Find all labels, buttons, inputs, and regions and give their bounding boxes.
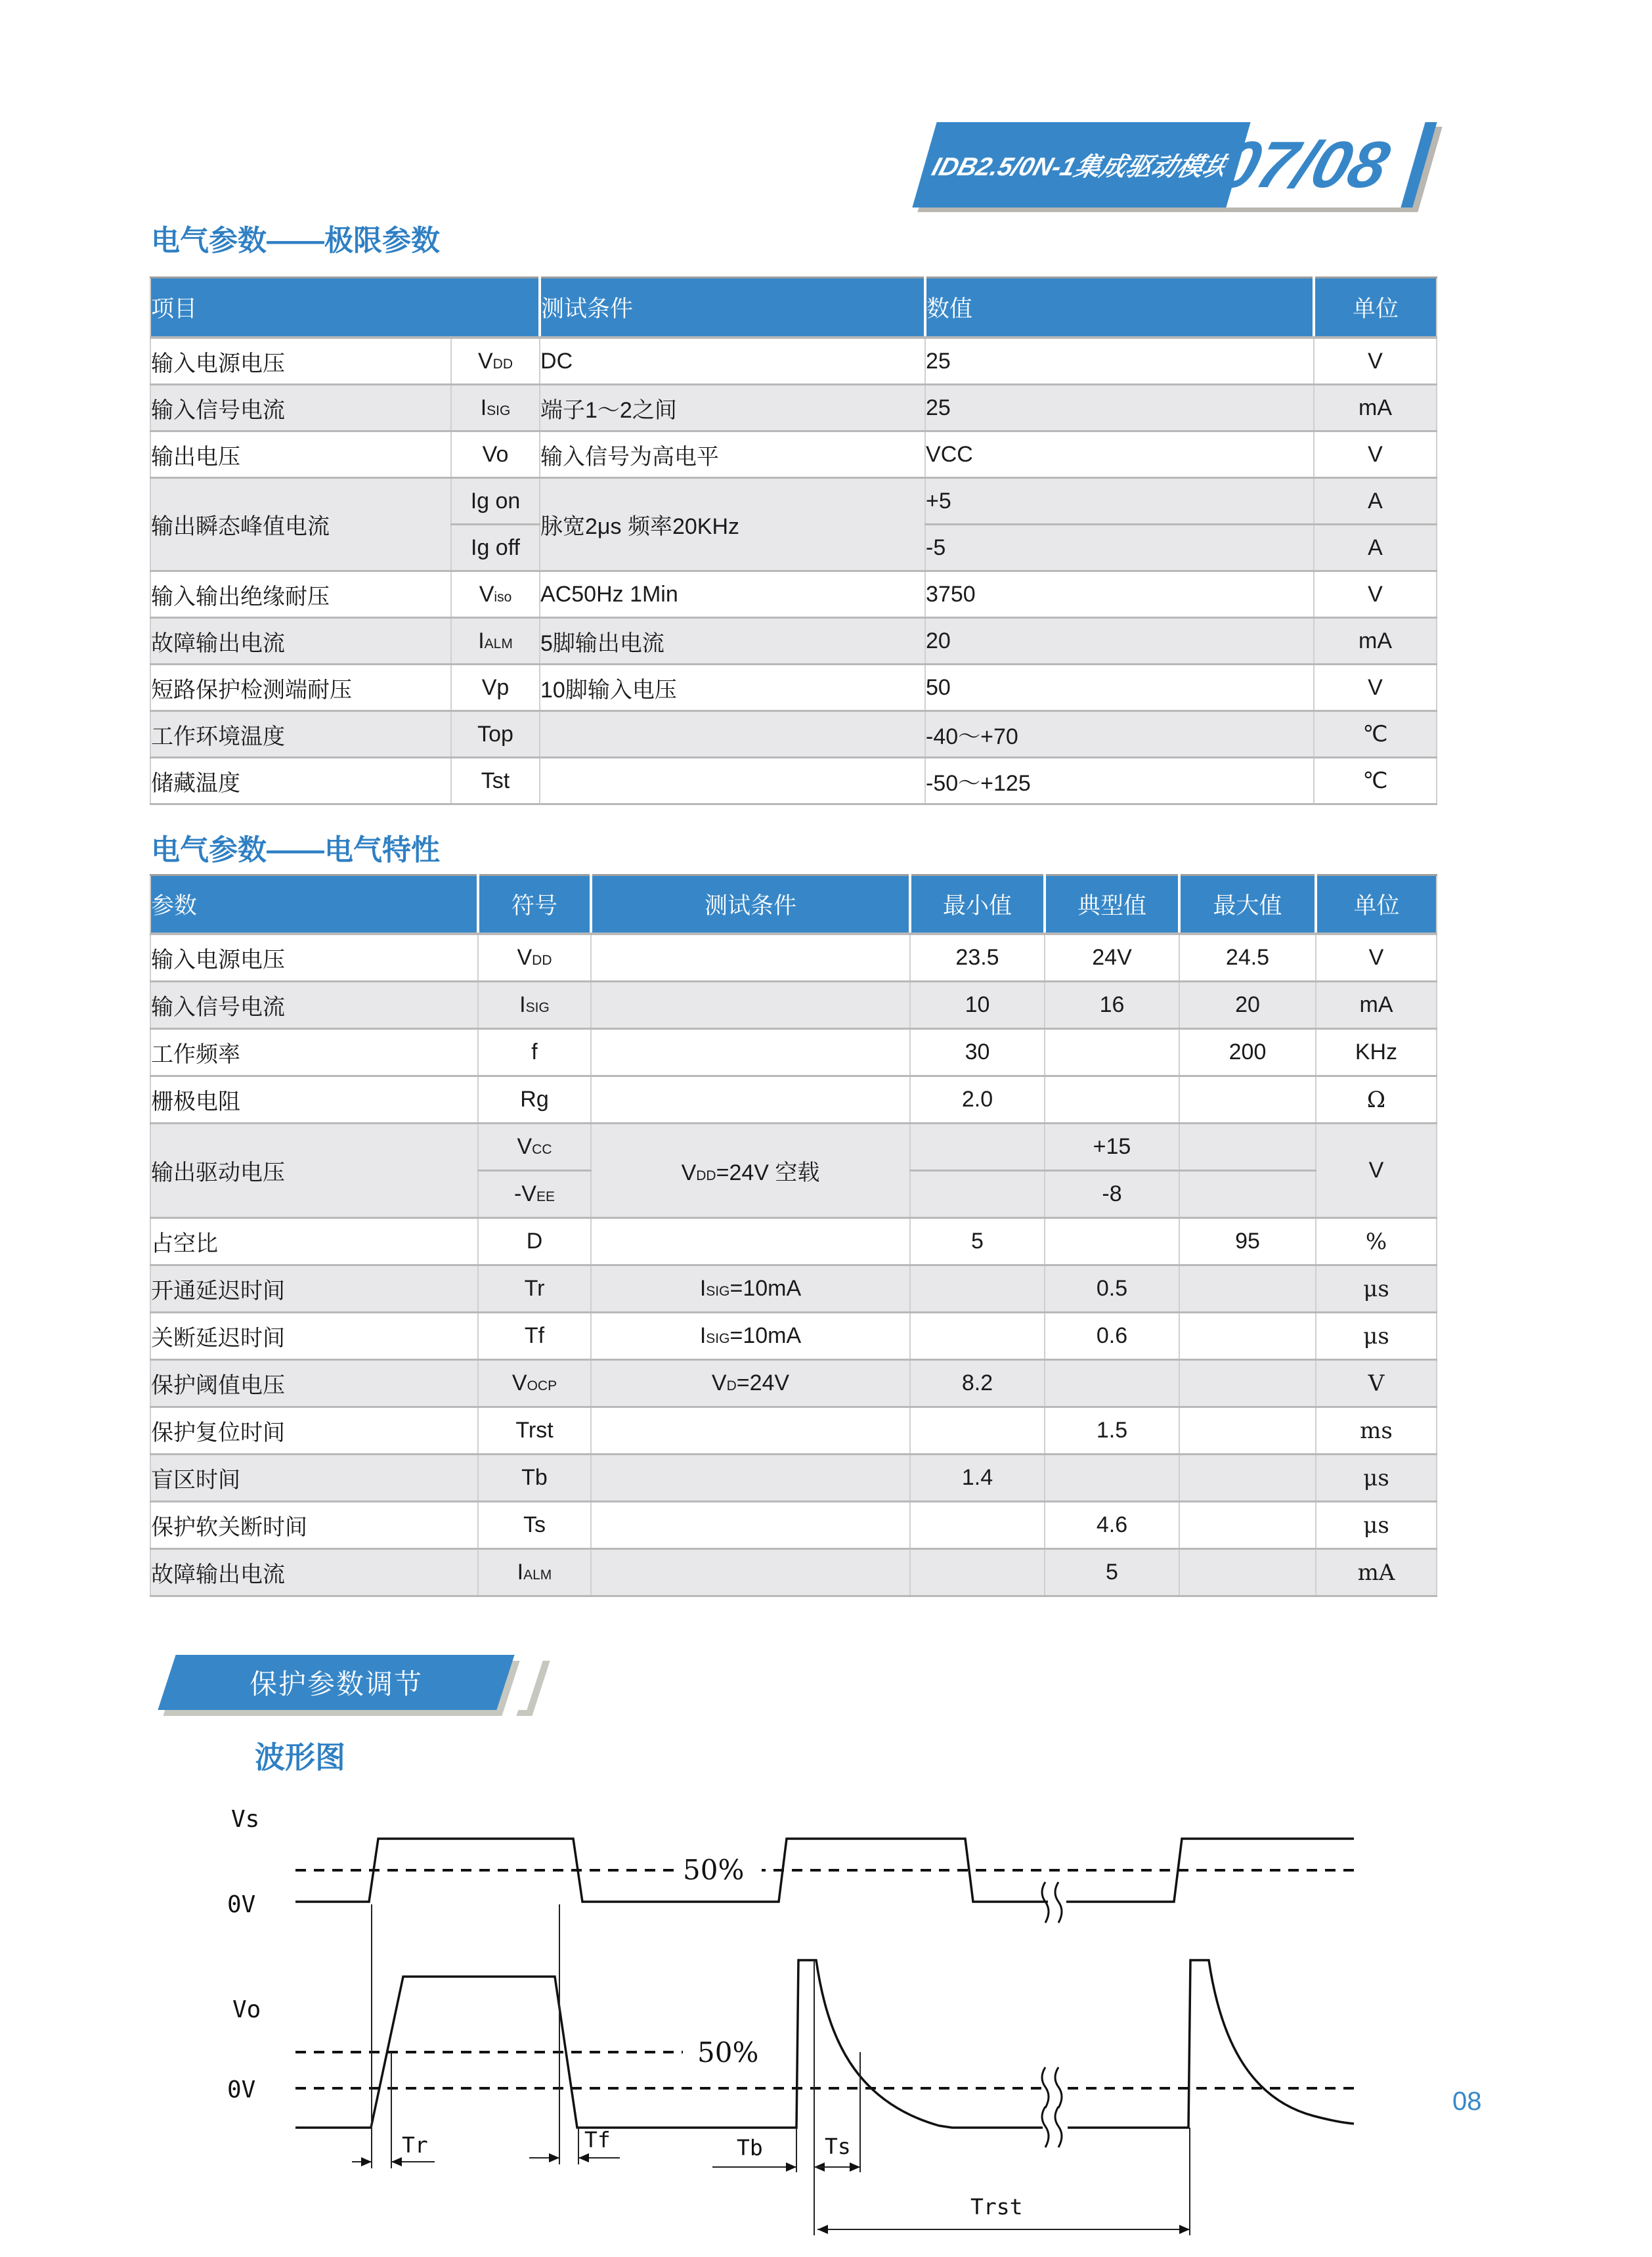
cell-param-name: 输出驱动电压 [150, 1124, 478, 1218]
cell-symbol: IALM [451, 618, 540, 665]
cell-condition [591, 1076, 910, 1124]
cell-min [910, 1171, 1045, 1218]
cell-condition: 输入信号为高电平 [540, 431, 925, 478]
cell-typ: 1.5 [1045, 1407, 1179, 1455]
cell-symbol: -VEE [478, 1171, 591, 1218]
ts-dim-label: Ts [825, 2134, 851, 2159]
cell-condition [591, 1502, 910, 1549]
cell-min: 8.2 [910, 1360, 1045, 1407]
cell-condition: DC [540, 338, 925, 385]
cell-symbol: ISIG [478, 982, 591, 1029]
cell-min: 23.5 [910, 934, 1045, 982]
cell-typ: 0.5 [1045, 1265, 1179, 1313]
cell-unit: mA [1316, 1549, 1437, 1596]
cell-symbol: VDD [451, 338, 540, 385]
cell-typ: 4.6 [1045, 1502, 1179, 1549]
header-banner [912, 122, 1437, 208]
cell-typ: 16 [1045, 982, 1179, 1029]
cell-max [1179, 1313, 1316, 1360]
waveform-diagram [197, 1773, 1379, 2246]
spec-header-row [150, 875, 1437, 934]
waveform-title: 波形图 [255, 1740, 345, 1774]
spec-header-unit: 单位 [1316, 875, 1437, 934]
cell-item-name: 短路保护检测端耐压 [150, 665, 451, 711]
cell-condition [591, 1029, 910, 1076]
cell-condition [591, 1455, 910, 1502]
cell-max [1179, 1360, 1316, 1407]
vo-axis-label: Vo [232, 1996, 261, 2023]
cell-symbol: Rg [478, 1076, 591, 1124]
cell-max [1179, 1502, 1316, 1549]
cell-unit: V [1316, 934, 1437, 982]
cell-symbol: IALM [478, 1549, 591, 1596]
product-badge [912, 122, 1250, 208]
cell-unit: V [1314, 431, 1437, 478]
limits-section-title: 电气参数——极限参数 [151, 225, 440, 257]
cell-value: 25 [925, 385, 1314, 431]
spec-table [150, 874, 1437, 1597]
table-row [150, 618, 1437, 665]
table-row [150, 385, 1437, 431]
table-row [150, 711, 1437, 758]
cell-unit: V [1314, 665, 1437, 711]
cell-min [910, 1313, 1045, 1360]
trst-dim-label: Trst [970, 2194, 1023, 2220]
table-row [150, 665, 1437, 711]
cell-condition [591, 982, 910, 1029]
cell-min [910, 1502, 1045, 1549]
cell-min: 5 [910, 1218, 1045, 1265]
tf-arrow-icon [549, 2153, 559, 2162]
cell-unit: ℃ [1314, 758, 1437, 804]
ts-arrow-icon-r [850, 2162, 860, 2172]
cell-value: 20 [925, 618, 1314, 665]
cell-max [1179, 1076, 1316, 1124]
cell-symbol: VCC [478, 1124, 591, 1171]
cell-min: 2.0 [910, 1076, 1045, 1124]
page-badge: 07/08 [1211, 128, 1398, 202]
cell-condition: 端子1～2之间 [540, 385, 925, 431]
cell-symbol: Tb [478, 1455, 591, 1502]
cell-unit: ms [1316, 1407, 1437, 1455]
tr-arrow-icon2 [391, 2157, 402, 2166]
cell-symbol: Tst [451, 758, 540, 804]
cell-unit: % [1316, 1218, 1437, 1265]
cell-symbol: Trst [478, 1407, 591, 1455]
cell-unit: μs [1316, 1502, 1437, 1549]
tb-dim-label: Tb [737, 2135, 763, 2160]
cell-param-name: 开通延迟时间 [150, 1265, 478, 1313]
product-title: IDB2.5/0N-1集成驱动模块 [928, 153, 1233, 181]
cell-unit: mA [1316, 982, 1437, 1029]
cell-value: +5 [925, 478, 1314, 525]
cell-typ [1045, 1076, 1179, 1124]
cell-param-name: 关断延迟时间 [150, 1313, 478, 1360]
cell-max: 200 [1179, 1029, 1316, 1076]
cell-value: VCC [925, 431, 1314, 478]
cell-unit: μs [1316, 1455, 1437, 1502]
cell-min [910, 1549, 1045, 1596]
cell-min [910, 1265, 1045, 1313]
cell-condition: ISIG=10mA [591, 1313, 910, 1360]
cell-symbol: D [478, 1218, 591, 1265]
cell-symbol: VOCP [478, 1360, 591, 1407]
cell-typ [1045, 1455, 1179, 1502]
limits-header-unit: 单位 [1314, 278, 1437, 338]
cell-typ: 24V [1045, 934, 1179, 982]
cell-symbol: Vp [451, 665, 540, 711]
cell-min: 1.4 [910, 1455, 1045, 1502]
cell-min: 10 [910, 982, 1045, 1029]
cell-param-name: 占空比 [150, 1218, 478, 1265]
cell-symbol: Tf [478, 1313, 591, 1360]
cell-condition: VD=24V [591, 1360, 910, 1407]
cell-symbol: Viso [451, 571, 540, 618]
limits-header-item: 项目 [150, 278, 540, 338]
cell-item-name: 输出瞬态峰值电流 [150, 478, 451, 571]
spec-section-title: 电气参数——电气特性 [151, 834, 440, 866]
spec-header-typ: 典型值 [1045, 875, 1179, 934]
cell-max [1179, 1549, 1316, 1596]
tf-dim-label: Tf [584, 2127, 611, 2153]
cell-item-name: 工作环境温度 [150, 711, 451, 758]
cell-typ: 5 [1045, 1549, 1179, 1596]
cell-max [1179, 1407, 1316, 1455]
cell-item-name: 故障输出电流 [150, 618, 451, 665]
table-row [150, 338, 1437, 385]
cell-symbol: f [478, 1029, 591, 1076]
cell-condition [540, 711, 925, 758]
table-row [150, 1076, 1437, 1124]
cell-value: 25 [925, 338, 1314, 385]
cell-value: 50 [925, 665, 1314, 711]
table-row [150, 478, 1437, 525]
table-row [150, 431, 1437, 478]
cell-unit: μs [1316, 1265, 1437, 1313]
protection-banner-slash-icon [511, 1655, 544, 1710]
table-row [150, 1313, 1437, 1360]
banner-slash-icon [1401, 122, 1437, 208]
cell-condition [591, 1407, 910, 1455]
ov-bottom-label: 0V [227, 2076, 256, 2103]
ov-top-label: 0V [227, 1891, 256, 1918]
cell-param-name: 输入电源电压 [150, 934, 478, 982]
cell-param-name: 保护软关断时间 [150, 1502, 478, 1549]
cell-unit: μs [1316, 1313, 1437, 1360]
cell-item-name: 输入输出绝缘耐压 [150, 571, 451, 618]
cell-condition [591, 1549, 910, 1596]
cell-max [1179, 1455, 1316, 1502]
vs-trace [295, 1839, 1354, 1902]
cell-typ: -8 [1045, 1171, 1179, 1218]
cell-param-name: 工作频率 [150, 1029, 478, 1076]
cell-condition: 5脚输出电流 [540, 618, 925, 665]
table-row [150, 982, 1437, 1029]
tb-arrow-icon [786, 2162, 796, 2172]
cell-param-name: 保护阈值电压 [150, 1360, 478, 1407]
cell-symbol: Top [451, 711, 540, 758]
cell-unit: mA [1314, 385, 1437, 431]
cell-min [910, 1124, 1045, 1171]
table-row [150, 1360, 1437, 1407]
cell-unit: A [1314, 525, 1437, 571]
cell-max: 20 [1179, 982, 1316, 1029]
cell-unit: V [1314, 338, 1437, 385]
cell-condition: 10脚输入电压 [540, 665, 925, 711]
cell-unit: V [1316, 1124, 1437, 1218]
cell-typ: +15 [1045, 1124, 1179, 1171]
table-row [150, 1124, 1437, 1171]
cell-unit: mA [1314, 618, 1437, 665]
cell-condition: ISIG=10mA [591, 1265, 910, 1313]
cell-symbol: ISIG [451, 385, 540, 431]
cell-typ [1045, 1360, 1179, 1407]
cell-typ [1045, 1029, 1179, 1076]
cell-condition: VDD=24V 空载 [591, 1124, 910, 1218]
cell-unit: V [1316, 1360, 1437, 1407]
cell-param-name: 盲区时间 [150, 1455, 478, 1502]
vo-trace [295, 1960, 1354, 2128]
cell-unit: Ω [1316, 1076, 1437, 1124]
table-row [150, 1455, 1437, 1502]
cell-condition [591, 934, 910, 982]
vs-break-icon [1042, 1882, 1062, 1923]
cell-param-name: 保护复位时间 [150, 1407, 478, 1455]
protection-banner-label: 保护参数调节 [249, 1669, 423, 1699]
cell-typ: 0.6 [1045, 1313, 1179, 1360]
spec-header-min: 最小值 [910, 875, 1045, 934]
cell-value: -5 [925, 525, 1314, 571]
tr-dim-label: Tr [402, 2132, 428, 2158]
trst-arrow-icon-l [817, 2225, 828, 2234]
cell-item-name: 输入电源电压 [150, 338, 451, 385]
cell-condition [540, 758, 925, 804]
table-row [150, 758, 1437, 804]
cell-max [1179, 1265, 1316, 1313]
limits-table [150, 276, 1437, 805]
cell-condition: AC50Hz 1Min [540, 571, 925, 618]
vo-0v-break-icon [1042, 2067, 1062, 2108]
trst-arrow-icon-r [1179, 2225, 1190, 2234]
cell-param-name: 故障输出电流 [150, 1549, 478, 1596]
cell-value: 3750 [925, 571, 1314, 618]
cell-unit: A [1314, 478, 1437, 525]
table-row [150, 934, 1437, 982]
cell-max [1179, 1124, 1316, 1171]
cell-max: 24.5 [1179, 934, 1316, 982]
limits-header-value: 数值 [925, 278, 1314, 338]
cell-symbol: Ts [478, 1502, 591, 1549]
table-row [150, 1549, 1437, 1596]
spec-header-param: 参数 [150, 875, 478, 934]
spec-header-max: 最大值 [1179, 875, 1316, 934]
cell-condition [591, 1218, 910, 1265]
vs-axis-label: Vs [231, 1806, 260, 1833]
tf-arrow-icon2 [578, 2153, 589, 2162]
cell-param-name: 输入信号电流 [150, 982, 478, 1029]
cell-value: -40～+70 [925, 711, 1314, 758]
cell-unit: V [1314, 571, 1437, 618]
cell-param-name: 栅极电阻 [150, 1076, 478, 1124]
cell-item-name: 输出电压 [150, 431, 451, 478]
table-row [150, 1407, 1437, 1455]
vo-50pct-label: 50% [697, 2036, 759, 2069]
vo-base-break-icon [1042, 2107, 1062, 2147]
spec-header-symbol: 符号 [478, 875, 591, 934]
cell-item-name: 储藏温度 [150, 758, 451, 804]
table-row [150, 1029, 1437, 1076]
cell-symbol: VDD [478, 934, 591, 982]
table-row [150, 571, 1437, 618]
cell-max [1179, 1171, 1316, 1218]
cell-typ [1045, 1218, 1179, 1265]
cell-condition: 脉宽2μs 频率20KHz [540, 478, 925, 571]
cell-item-name: 输入信号电流 [150, 385, 451, 431]
cell-symbol: Ig on [451, 478, 540, 525]
table-row [150, 1218, 1437, 1265]
cell-unit: KHz [1316, 1029, 1437, 1076]
limits-header-row [150, 278, 1437, 338]
spec-header-cond: 测试条件 [591, 875, 910, 934]
cell-symbol: Ig off [451, 525, 540, 571]
cell-symbol: Tr [478, 1265, 591, 1313]
cell-unit: ℃ [1314, 711, 1437, 758]
tr-arrow-icon [361, 2157, 372, 2166]
table-row [150, 1265, 1437, 1313]
limits-header-cond: 测试条件 [540, 278, 925, 338]
page-number: 08 [1452, 2087, 1482, 2116]
cell-min [910, 1407, 1045, 1455]
cell-value: -50～+125 [925, 758, 1314, 804]
protection-banner [158, 1655, 514, 1710]
table-row [150, 1502, 1437, 1549]
cell-min: 30 [910, 1029, 1045, 1076]
vs-50pct-label: 50% [683, 1854, 745, 1886]
cell-symbol: Vo [451, 431, 540, 478]
cell-max: 95 [1179, 1218, 1316, 1265]
